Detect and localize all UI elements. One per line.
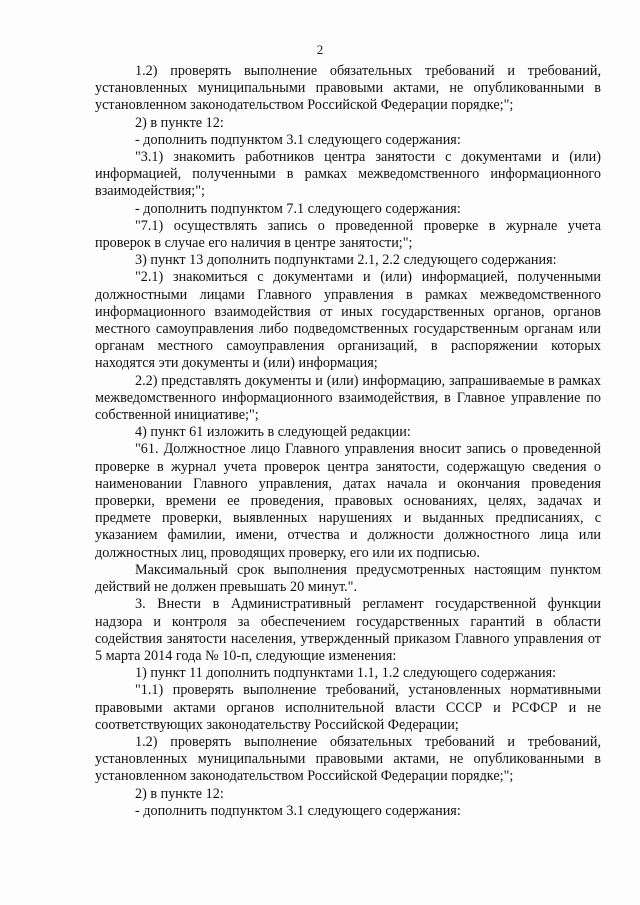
- paragraph: "61. Должностное лицо Главного управления вносит запись о проведенной проверке в журнал учета проверок центра занятости, содержащую сведения о наименовании Главного управления, датах начала и окончания проведения проверки, времени ее проведения, правовых основаниях, целях, задачах и предмете проверки, выявленных нарушениях и выданных предписаниях, с указанием фамилии, имени, отчества и должности должностного лица или должностных лиц, проводящих проверку, его или их подписью.: [95, 441, 601, 561]
- paragraph: 2) в пункте 12:: [135, 114, 224, 131]
- paragraph: - дополнить подпунктом 3.1 следующего содержания:: [135, 131, 461, 148]
- paragraph: 2.2) представлять документы и (или) информацию, запрашиваемые в рамках межведомственного информационного взаимодействия, в Главное управление по собственной инициативе;";: [95, 372, 601, 424]
- paragraph: "1.1) проверять выполнение требований, установленных нормативными правовыми актами органов исполнительной власти СССР и РСФСР и не соответствующих законодательству Российской Федерации;: [95, 682, 601, 733]
- page-number: 2: [316, 42, 324, 57]
- paragraph: "3.1) знакомить работников центра занятости с документами и (или) информацией, полученными в рамках межведомственного информационного взаимодействия;";: [95, 149, 601, 200]
- paragraph: 1) пункт 11 дополнить подпунктами 1.1, 1.2 следующего содержания:: [135, 665, 557, 682]
- paragraph: "7.1) осуществлять запись о проведенной проверке в журнале учета проверок в случае его наличия в центре занятости;";: [95, 217, 601, 252]
- paragraph: 4) пункт 61 изложить в следующей редакции:: [135, 424, 411, 441]
- paragraph: - дополнить подпунктом 7.1 следующего содержания:: [135, 200, 461, 217]
- paragraph: 3) пункт 13 дополнить подпунктами 2.1, 2.2 следующего содержания:: [135, 252, 557, 269]
- paragraph: "2.1) знакомиться с документами и (или) информацией, полученными должностными лицами Главного управления в рамках межведомственного информационного взаимодействия от иных государственных органов, органов местного самоуправления либо подведомственных государственным органам или органам местного самоуправления организаций, в распоряжении которых находятся эти документы и (или) информация;: [95, 269, 601, 372]
- paragraph: Максимальный срок выполнения предусмотренных настоящим пунктом действий не должен превышать 20 минут.".: [95, 561, 601, 596]
- paragraph: - дополнить подпунктом 3.1 следующего содержания:: [135, 802, 461, 819]
- paragraph: 3. Внести в Административный регламент государственной функции надзора и контроля за обеспечением государственных гарантий в области содействия занятости населения, утвержденный приказом Главного управления от 5 марта 2014 года № 10-п, следующие изменения:: [95, 596, 601, 664]
- paragraph: 1.2) проверять выполнение обязательных требований и требований, установленных муниципальными правовыми актами, не опубликованными в установленном законодательством Российской Федерации порядке;";: [95, 63, 601, 114]
- paragraph: 1.2) проверять выполнение обязательных требований и требований, установленных муниципальными правовыми актами, не опубликованными в установленном законодательством Российской Федерации порядке;";: [95, 733, 601, 785]
- paragraph: 2) в пункте 12:: [135, 785, 224, 802]
- document-body: [95, 63, 601, 820]
